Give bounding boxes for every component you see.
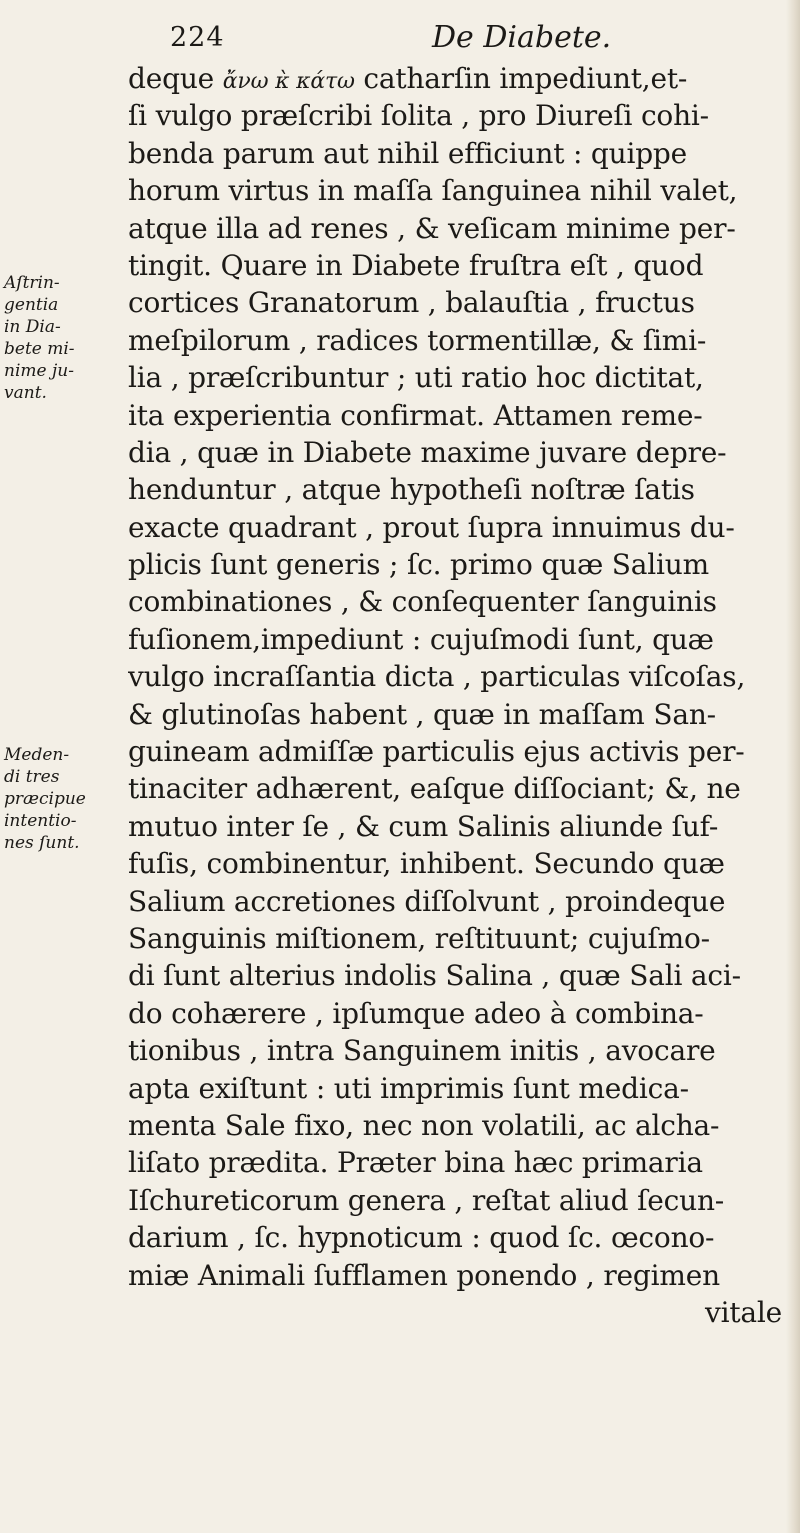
text-line: atque illa ad renes , & veſicam minime per-	[128, 211, 736, 245]
text-line: lia , præſcribuntur ; uti ratio hoc dictitat,	[128, 361, 704, 395]
margin-note-line: Meden-	[4, 745, 70, 765]
text-line: henduntur , atque hypotheſi noſtræ ſatis	[128, 473, 695, 507]
text-line: apta exiſtunt : uti imprimis ſunt medica-	[128, 1071, 689, 1105]
text-line: cortices Granatorum , balauſtia , fructus	[128, 286, 695, 320]
text-line: meſpilorum , radices tormentillæ, & ſimi-	[128, 323, 707, 357]
page-header	[0, 12, 800, 62]
text-line: mutuo inter ſe , & cum Salinis aliunde ſuf-	[128, 809, 719, 843]
margin-note-line: præcipue	[4, 789, 86, 809]
text-line: & glutinoſas habent , quæ in maſſam San-	[128, 697, 716, 731]
text-fragment: deque	[128, 62, 215, 95]
running-title: De Diabete.	[432, 20, 612, 55]
text-line: miæ Animali ſufflamen ponendo , regimen	[128, 1258, 720, 1292]
text-fragment: catharſin impediunt,et-	[363, 62, 688, 95]
margin-note-line: gentia	[4, 295, 59, 315]
text-line	[128, 60, 788, 97]
page-number: 224	[170, 22, 225, 53]
text-line: Salium accretiones diſſolvunt , proindeque	[128, 884, 726, 918]
text-line: dia , quæ in Diabete maxime juvare depre-	[128, 435, 727, 469]
margin-note-line: nes ſunt.	[4, 833, 80, 853]
text-line: menta Sale fixo, nec non volatili, ac alcha-	[128, 1108, 720, 1142]
margin-note-line: di tres	[4, 767, 60, 787]
text-line: horum virtus in maſſa ſanguinea nihil valet,	[128, 174, 738, 208]
text-line: ſi vulgo præſcribi ſolita , pro Diureſi cohi-	[128, 99, 709, 133]
text-line: fuſis, combinentur, inhibent. Secundo quæ	[128, 847, 725, 881]
text-line: darium , ſc. hypnoticum : quod ſc. œcono-	[128, 1221, 715, 1255]
margin-note-line: bete mi-	[4, 339, 75, 359]
margin-note-medendi	[4, 744, 124, 854]
text-line: benda parum aut nihil efficiunt : quippe	[128, 136, 688, 170]
text-line: tingit. Quare in Diabete fruſtra eſt , quod	[128, 248, 704, 282]
text-line: combinationes , & conſequenter ſanguinis	[128, 585, 717, 619]
margin-note-line: in Dia-	[4, 317, 61, 337]
text-line: liſato prædita. Præter bina hæc primaria	[128, 1146, 703, 1180]
text-line: do cohærere , ipſumque adeo à combina-	[128, 996, 704, 1030]
text-line: Sanguinis miſtionem, reſtituunt; cujuſmo-	[128, 921, 710, 955]
body-text	[128, 60, 788, 1331]
catchword: vitale	[704, 1295, 782, 1329]
text-line: tinaciter adhærent, eaſque diſſociant; &, ne	[128, 772, 741, 806]
text-line: tionibus , intra Sanguinem initis , avocare	[128, 1034, 716, 1068]
text-line: guineam admiſſæ particulis ejus activis per-	[128, 735, 745, 769]
greek-phrase: ἄνω κ̀ κάτω	[222, 69, 355, 94]
margin-note-astringentia	[4, 272, 124, 404]
text-line: ita experientia confirmat. Attamen reme-	[128, 398, 703, 432]
text-line: Iſchureticorum genera , reſtat aliud ſecun-	[128, 1183, 725, 1217]
margin-note-line: vant.	[4, 383, 47, 403]
margin-note-line: nime ju-	[4, 361, 74, 381]
margin-note-line: Aſtrin-	[4, 273, 60, 293]
text-line: exacte quadrant , prout ſupra innuimus du-	[128, 510, 735, 544]
margin-note-line: intentio-	[4, 811, 77, 831]
page-edge	[786, 0, 800, 1533]
text-line: di ſunt alterius indolis Salina , quæ Sali aci-	[128, 959, 741, 993]
text-line: vulgo incraſſantia dicta , particulas viſcoſas,	[128, 660, 746, 694]
text-lines	[128, 97, 788, 1294]
text-line: plicis ſunt generis ; ſc. primo quæ Salium	[128, 548, 709, 582]
text-line: fuſionem,impediunt : cujuſmodi ſunt, quæ	[128, 622, 714, 656]
